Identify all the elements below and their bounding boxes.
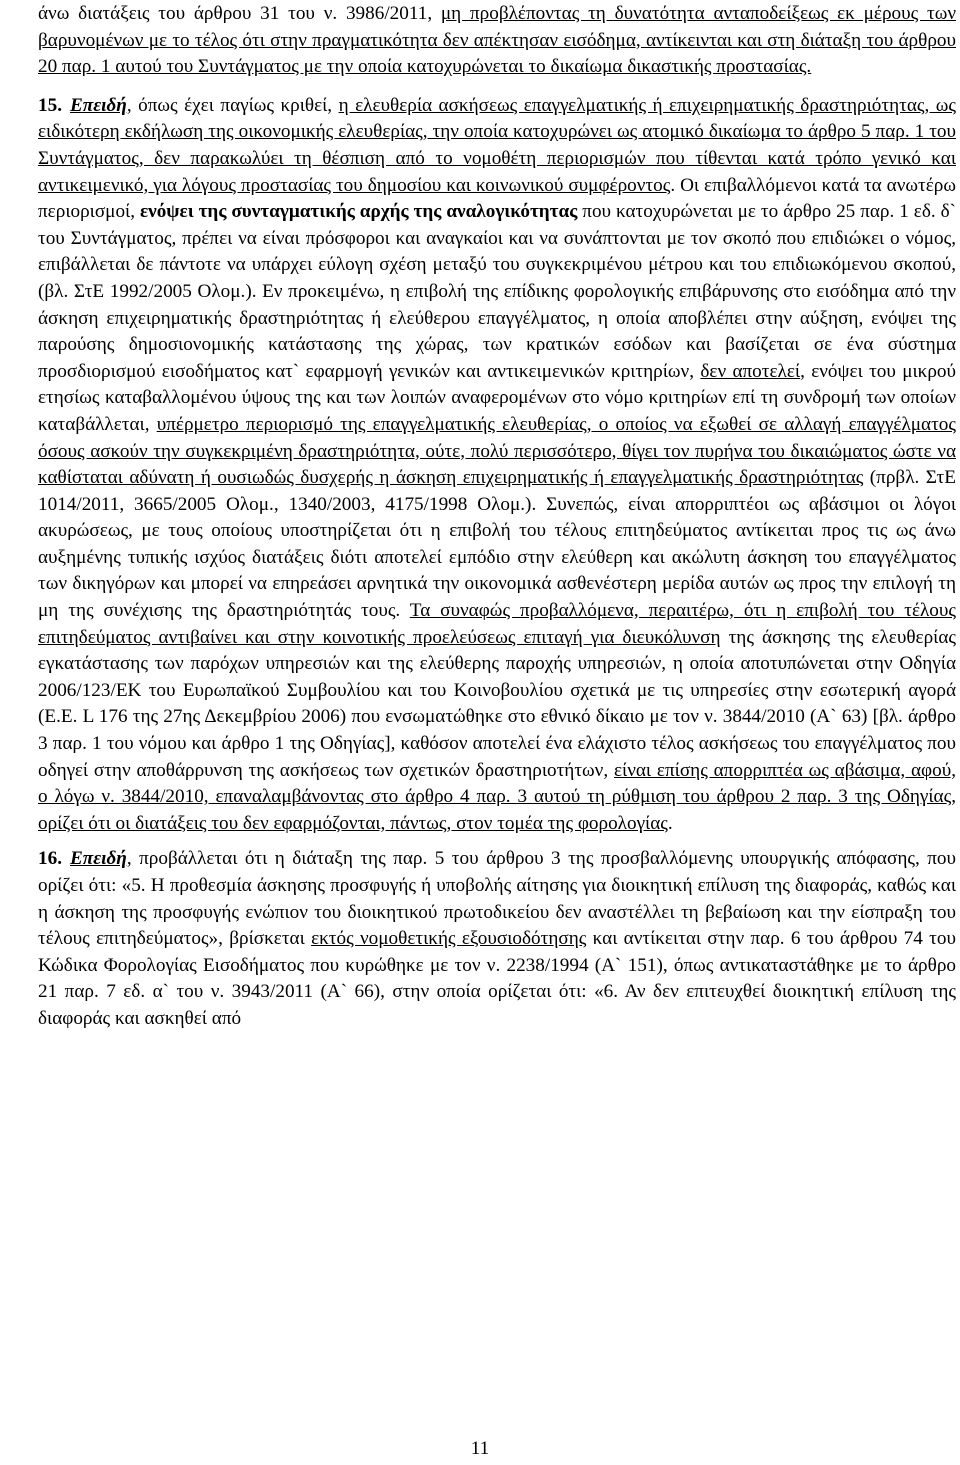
paragraph-number: 15. — [38, 94, 62, 116]
text-run: . Οι επιβαλλόμενοι κατά τα ανωτέρω περιορισμοί, — [38, 174, 956, 223]
document-page — [38, 0, 956, 1033]
text-run: και αντίκειται στην παρ. 6 του άρθρου 74 του Κώδικα Φορολογίας Εισοδήματος που κυρώθηκε με τον ν. 2238/1994 (Α` 151), όπως αντικαταστάθηκε με το άρθρο 21 παρ. 7 εδ. α` του ν. 3943/2011 (Α` 66), στην οποία ορίζεται ότι: «6. Αν δεν επιτευχθεί διοικητική επίλυση της διαφοράς και ασκηθεί από — [38, 928, 956, 1029]
underlined-text: Τα συναφώς προβαλλόμενα, περαιτέρω, ότι η επιβολή του τέλους επιτηδεύματος αντιβαίνει και στην κοινοτικής προελεύσεως επιταγή για διευκόλυνση — [38, 600, 956, 648]
lead-word: Επειδή — [69, 94, 127, 116]
underlined-text: είναι επίσης απορριπτέα ως αβάσιμα, αφού, ο λόγω ν. 3844/2010, επαναλαμβάνοντας στο άρθρο 4 παρ. 3 αυτού τη ρύθμιση του άρθρου 2 παρ. 3 της Οδηγίας, ορίζει ότι οι διατάξεις του δεν εφαρμόζονται, πάντως, στον τομέα της φορολογίας — [38, 759, 956, 834]
paragraph-16 — [38, 846, 956, 1032]
underlined-text: εκτός νομοθετικής εξουσιοδότησης — [311, 928, 587, 950]
paragraph-number: 16. — [38, 848, 62, 870]
underlined-text: η ελευθερία ασκήσεως επαγγελματικής ή επιχειρηματικής δραστηριότητας, ως ειδικότερη εκδήλωση της οικονομικής ελευθερίας, την οποία κατοχυρώνει ως ατομικό δικαίωμα το άρθρο 5 παρ. 1 του Συντάγματος, δεν παρακωλύει τη θέσπιση από το νομοθέτη περιορισμών που τίθενται κατά τρόπο γενικό και αντικειμενικό, για λόγους προστασίας του δημοσίου και κοινωνικού συμφέροντος — [38, 94, 956, 196]
text-run: άνω διατάξεις του άρθρου 31 του ν. 3986/2011, — [38, 3, 441, 24]
text-run: της άσκησης της ελευθερίας εγκατάστασης των παρόχων υπηρεσιών και της ελεύθερης παροχής υπηρεσιών, η οποία αποτυπώνεται στην Οδηγία 2006/123/ΕΚ του Ευρωπαϊκού Συμβουλίου και του Κοινοβουλίου σχετικά με τις υπηρεσίες στην εσωτερική αγορά (Ε.Ε. L 176 της 27ης Δεκεμβρίου 2006) που ενσωματώθηκε στο εθνικό δίκαιο με τον ν. 3844/2010 (Α` 63) [βλ. άρθρο 3 παρ. 1 του νόμου και άρθρο 1 της Οδηγίας], καθόσον αποτελεί ένα ελάχιστο τέλος ασκήσεως του επαγγέλματος που οδηγεί στην αποθάρρυνση της ασκήσεως των σχετικών δραστηριοτήτων, — [38, 626, 956, 781]
underlined-text: δεν αποτελεί — [700, 360, 801, 382]
text-run: , προβάλλεται ότι η διάταξη της παρ. 5 του άρθρου 3 της προσβαλλόμενης υπουργικής απόφασης, που ορίζει ότι: «5. Η προθεσμία άσκησης προσφυγής ή υποβολής αίτησης για διοικητική επίλυση της διαφοράς, καθώς και η άσκηση της προσφυγής ενώπιον του διοικητικού πρωτοδικείου δεν αναστέλλει τη βεβαίωση και την είσπραξη του τέλους επιτηδεύματος», βρίσκεται — [38, 848, 956, 950]
bold-text: ενόψει της συνταγματικής αρχής της αναλογικότητας — [139, 201, 578, 223]
text-run: (πρβλ. ΣτΕ 1014/2011, 3665/2005 Ολομ., 1340/2003, 4175/1998 Ολομ.). Συνεπώς, είναι απορριπτέοι ως αβάσιμοι οι λόγοι ακυρώσεως, με τους οποίους υποστηρίζεται ότι η επιβολή του τέλους επιτηδεύματος αντίκειται προς τις ως άνω αυξημένης τυπικής ισχύος διατάξεις διότι αποτελεί εμπόδιο στην ελεύθερη και ακώλυτη άσκηση του επαγγέλματος των δικηγόρων και μπορεί να επηρεάσει αρνητικά την οικονομικά ασθενέστερη μερίδα αυτών ως προς την επιλογή τη μη της συνέχισης της δραστηριότητάς τους. — [38, 467, 956, 622]
text-run: που κατοχυρώνεται με το άρθρο 25 παρ. 1 εδ. δ` του Συντάγματος, πρέπει να είναι πρόσφοροι και αναγκαίοι και να συνάπτονται με τον σκοπό που επιδιώκει ο νόμος, επιβάλλεται δε πάντοτε να υπάρχει εύλογη σχέση μεταξύ του συγκεκριμένου μέτρου και του επιδιωκόμενου σκοπού, (βλ. ΣτΕ 1992/2005 Ολομ.). Εν προκειμένω, η επιβολή της επίδικης φορολογικής επιβάρυνσης στο εισόδημα από την άσκηση επιχειρηματικής δραστηριότητας ή ελεύθερου επαγγέλματος, η οποία αποβλέπει στην αύξηση, ενόψει της παρούσης δημοσιονομικής κατάστασης της χώρας, των κρατικών εσόδων και βασίζεται σε ένα σύστημα προσδιορισμού εισοδήματος κατ` εφαρμογή γενικών και αντικειμενικών κριτηρίων, — [38, 201, 957, 382]
text-run: , όπως έχει παγίως κριθεί, — [126, 94, 339, 116]
underlined-text: υπέρμετρο περιορισμό της επαγγελματικής ελευθερίας, ο οποίος να εξωθεί σε αλλαγή επαγγέλματος όσους ασκούν την συγκεκριμένη δραστηριότητα, ούτε, πολύ περισσότερο, θίγει τον πυρήνα του δικαιώματος ώστε να καθίσταται αδύνατη ή ουσιωδώς δυσχερής η άσκηση επιχειρηματικής ή επαγγελματικής δραστηριότητας — [38, 413, 956, 489]
paragraph-continued — [38, 0, 956, 81]
text-run: . — [667, 812, 673, 834]
lead-word: Επειδή — [69, 848, 127, 870]
paragraph-15 — [38, 93, 956, 838]
page-number: 11 — [470, 1438, 490, 1459]
text-run: , ενόψει του μικρού ετησίως καταβαλλομένου ύψους της και των λοιπών αναφερομένων στο νόμο κριτηρίων επί τη συνδρομή των οποίων καταβάλλεται, — [38, 360, 956, 435]
underlined-text: μη προβλέποντας τη δυνατότητα ανταποδείξεως εκ μέρους των βαρυνομένων με το τέλος ότι στην πραγματικότητα δεν απέκτησαν εισόδημα, αντίκεινται και στη διάταξη του άρθρου 20 παρ. 1 αυτού του Συντάγματος με την οποία κατοχυρώνεται το δικαίωμα δικαστικής προστασίας. — [38, 3, 957, 78]
